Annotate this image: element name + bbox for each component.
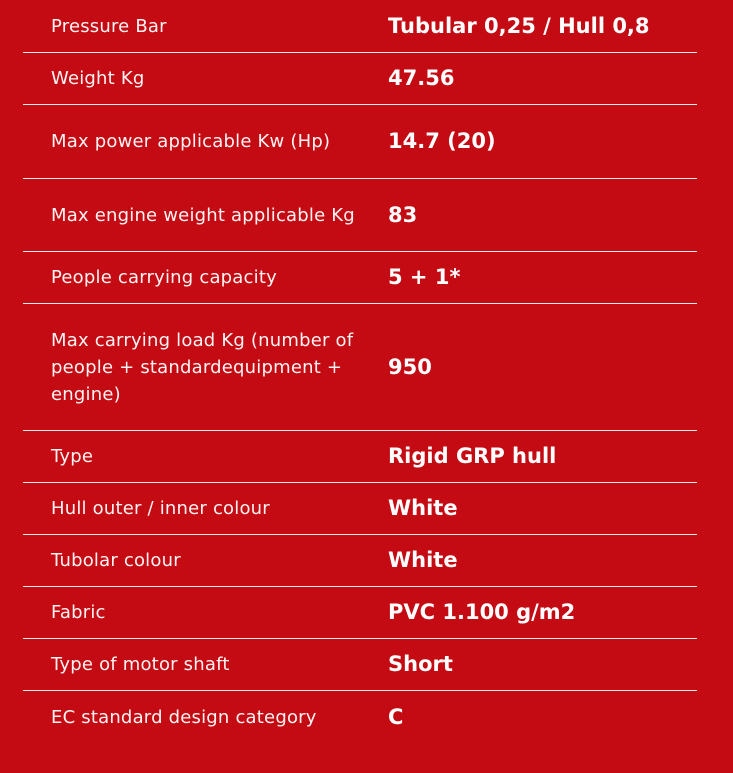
spec-value: 47.56 <box>388 66 455 90</box>
spec-label: Tubolar colour <box>51 550 181 571</box>
spec-value: C <box>388 704 404 729</box>
spec-label: Max engine weight applicable Kg <box>51 204 355 226</box>
spec-value: 83 <box>388 202 418 227</box>
spec-row-hull-colour <box>23 483 697 535</box>
spec-label: Fabric <box>51 602 106 623</box>
spec-row-pressure <box>23 1 697 53</box>
spec-value: PVC 1.100 g/m2 <box>388 600 576 624</box>
spec-label: Type of motor shaft <box>51 654 230 675</box>
spec-value: 14.7 (20) <box>388 129 496 153</box>
spec-label: Max carrying load Kg (number of people + standardequipment + engine) <box>51 329 354 405</box>
spec-value: White <box>388 496 458 520</box>
spec-table <box>23 1 697 743</box>
spec-value: Short <box>388 652 453 676</box>
spec-row-design-category <box>23 691 697 743</box>
spec-value: 950 <box>388 354 432 379</box>
spec-row-max-load <box>23 304 697 431</box>
spec-value: Rigid GRP hull <box>388 444 557 468</box>
spec-row-motor-shaft <box>23 639 697 691</box>
spec-row-tubolar-colour <box>23 535 697 587</box>
spec-label: Type <box>51 446 94 467</box>
spec-row-weight <box>23 53 697 105</box>
spec-label: Max power applicable Kw (Hp) <box>51 131 331 152</box>
spec-row-type <box>23 431 697 483</box>
spec-row-fabric <box>23 587 697 639</box>
spec-row-people-capacity <box>23 252 697 304</box>
spec-value: 5 + 1* <box>388 265 461 289</box>
spec-row-max-power <box>23 105 697 179</box>
spec-label: Weight Kg <box>51 68 145 89</box>
spec-value: Tubular 0,25 / Hull 0,8 <box>388 14 650 38</box>
spec-label: People carrying capacity <box>51 267 277 288</box>
spec-label: Hull outer / inner colour <box>51 498 270 519</box>
spec-label: Pressure Bar <box>51 16 167 37</box>
spec-value: White <box>388 548 458 572</box>
spec-label: EC standard design category <box>51 706 317 728</box>
spec-row-max-engine-weight <box>23 179 697 252</box>
